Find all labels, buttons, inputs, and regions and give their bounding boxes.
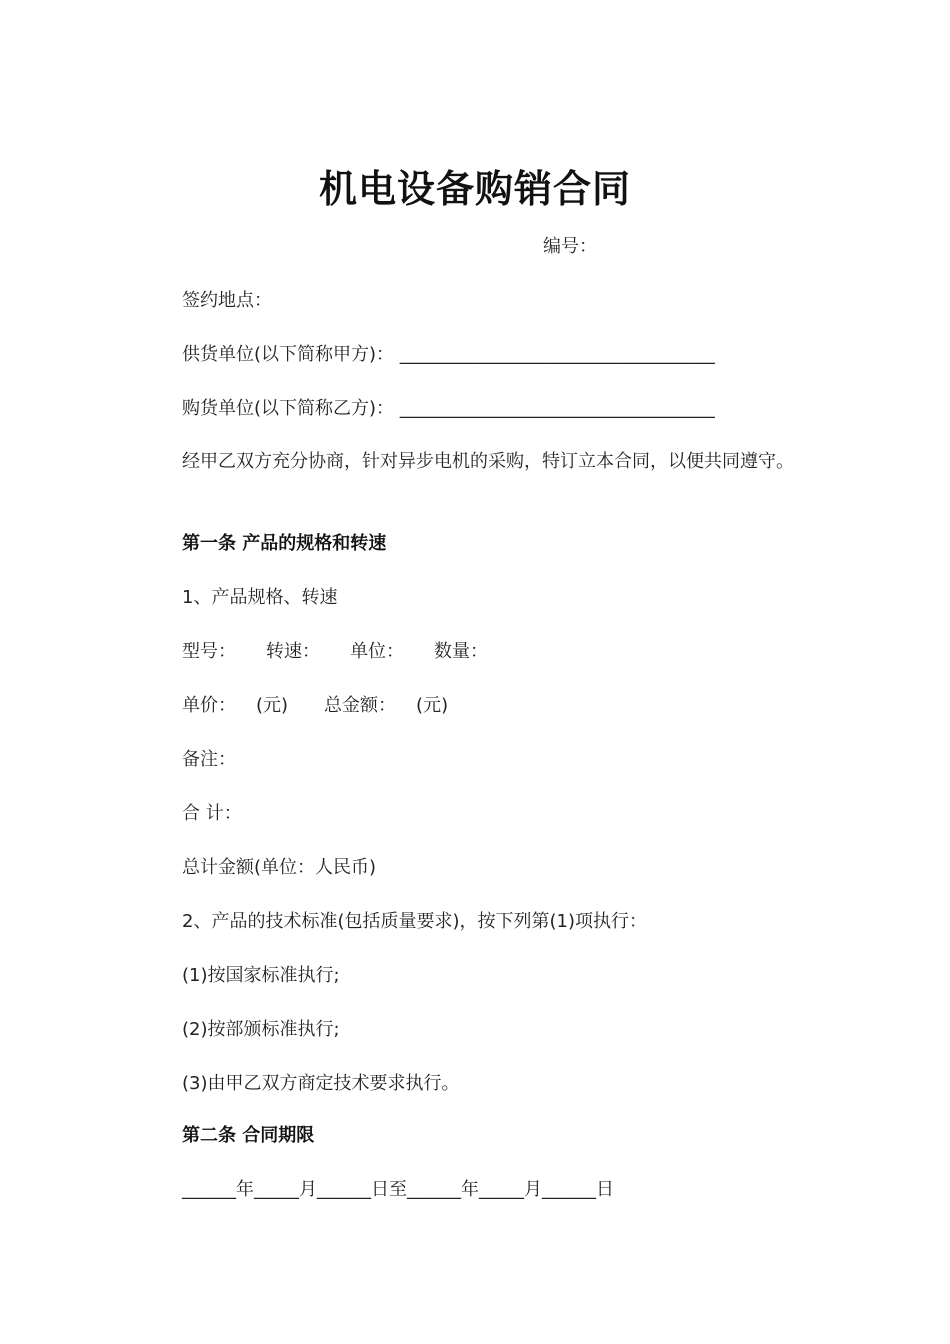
total-amount-yuan: (元)	[416, 695, 449, 716]
unit-price-label: 单价：	[182, 695, 236, 716]
price-row	[182, 693, 448, 719]
unit-price-yuan: (元)	[256, 695, 289, 716]
sum-label: 合 计：	[182, 803, 242, 824]
spec-speed-label: 转速：	[266, 641, 320, 662]
total-amount-label: 总金额：	[324, 695, 397, 716]
signing-place-label: 签约地点：	[182, 290, 272, 311]
sum-amount-label: 总计金额(单位：人民币)	[182, 857, 377, 878]
spec-qty-label: 数量：	[434, 641, 488, 662]
buyer-line: 购货单位(以下简称乙方)： ___________________________________	[182, 398, 715, 419]
spec-row	[182, 639, 488, 665]
remark-label: 备注：	[182, 749, 236, 770]
article1-heading: 第一条 产品的规格和转速	[182, 533, 387, 554]
intro-paragraph: 经甲乙双方充分协商，针对异步电机的采购，特订立本合同，以便共同遵守。	[182, 451, 794, 472]
article2-heading: 第二条 合同期限	[182, 1125, 315, 1146]
standard-option-3: (3)由甲乙双方商定技术要求执行。	[182, 1073, 460, 1094]
article1-sub2: 2、产品的技术标准(包括质量要求)，按下列第(1)项执行：	[182, 911, 647, 932]
spec-unit-label: 单位：	[350, 641, 404, 662]
supplier-line: 供货单位(以下简称甲方)： ___________________________________	[182, 344, 715, 365]
standard-option-2: (2)按部颁标准执行;	[182, 1019, 340, 1040]
spec-model-label: 型号：	[182, 641, 236, 662]
contract-period-line: ______年_____月______日至______年_____月______日	[182, 1179, 614, 1200]
article1-sub1: 1、产品规格、转速	[182, 587, 338, 608]
standard-option-1: (1)按国家标准执行;	[182, 965, 340, 986]
document-title: 机电设备购销合同	[318, 167, 631, 211]
contract-number-label: 编号：	[543, 236, 597, 257]
